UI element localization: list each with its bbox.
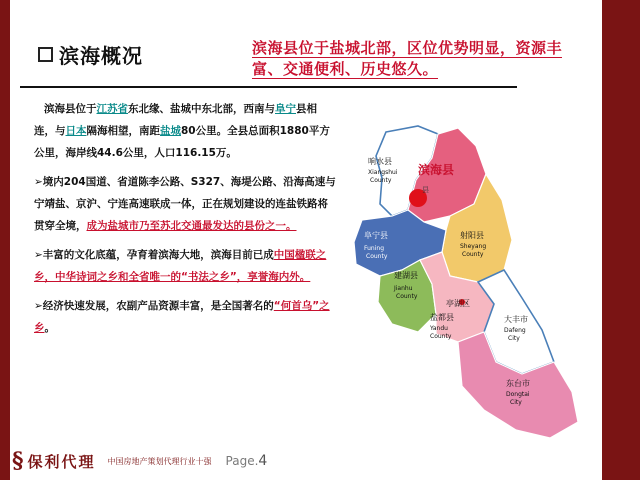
- jianhu-en2: County: [396, 293, 418, 300]
- p1-segment: 东北缘、盐城中东北部，西南与: [128, 103, 275, 115]
- p3-segment: 中国楹联之乡，中华诗词之乡和全省唯一的“书法之乡”，享誉海内外。: [34, 249, 327, 283]
- dafeng-cn: 大丰市: [504, 315, 528, 324]
- p4-segment: 。: [44, 322, 55, 334]
- p4-segment: ➢经济快速发展，农副产品资源丰富，是全国著名的: [34, 300, 274, 312]
- small-county-label: 县: [422, 186, 429, 194]
- p1-segment: 80公里。全县总面积1880平方公里，海岸线44.6公里，人口116.15万。: [34, 125, 330, 159]
- yandu-cn: 盐都县: [430, 313, 454, 322]
- p2-segment: ➢境内204国道、省道陈李公路、S327、海堤公路、沿海高速与宁靖盐、京沪、宁连高速联成一体，正在规划建设的连盐铁路将贯穿全境，: [34, 176, 336, 232]
- funing-en2: County: [366, 253, 388, 260]
- p4-segment: “何首乌”之乡: [34, 300, 330, 334]
- headline-text: 滨海县位于盐城北部，区位优势明显，资源丰富、交通便利、历史悠久。: [252, 39, 563, 78]
- p1-segment: 隔海相望，南距: [86, 125, 160, 137]
- yancheng-map: [346, 118, 616, 460]
- yandu-en1: Yandu: [430, 325, 448, 332]
- headline: [252, 38, 592, 80]
- dongtai-cn: 东台市: [506, 379, 530, 388]
- sheyang-cn: 射阳县: [460, 231, 484, 240]
- p1-segment: 县相连，与: [34, 103, 317, 137]
- page-number: 4: [258, 453, 268, 469]
- title-divider: [20, 86, 517, 88]
- paragraph-location: [34, 98, 336, 164]
- page-title: 滨海概况: [59, 44, 143, 68]
- p2-segment: 成为盐城市乃至苏北交通最发达的县份之一。: [86, 220, 297, 232]
- funing-en1: Funing: [364, 245, 385, 252]
- dafeng-en2: City: [508, 335, 520, 342]
- binhai-label: 滨海县: [418, 163, 455, 177]
- jianhu-en1: Jianhu: [394, 285, 413, 292]
- funing-cn: 阜宁县: [364, 231, 388, 240]
- tinghu-cn: 亭湖区: [446, 299, 470, 308]
- p1-segment: 滨海县位于: [44, 103, 97, 115]
- left-border-bar: [0, 0, 10, 480]
- xiangshui-cn: 响水县: [368, 157, 392, 166]
- p3-segment: ➢丰富的文化底蕴，孕育着滨海大地，滨海目前已成: [34, 249, 274, 261]
- paragraph-transport: [34, 171, 336, 237]
- p1-segment[interactable]: 日本: [65, 125, 87, 137]
- sheyang-en2: County: [462, 251, 484, 258]
- section-title: [38, 40, 143, 69]
- yandu-en2: County: [430, 333, 452, 340]
- sheyang-en1: Sheyang: [460, 243, 487, 250]
- jianhu-cn: 建湖县: [394, 271, 418, 280]
- paragraph-economy: [34, 295, 336, 339]
- paragraph-culture: [34, 244, 336, 288]
- brand-logo-text: 保利代理: [27, 452, 96, 471]
- xiangshui-en2: County: [370, 177, 392, 184]
- poly-logo-icon: §: [12, 448, 24, 474]
- page-label: Page.: [225, 454, 259, 468]
- dafeng-en1: Dafeng: [504, 327, 526, 334]
- dongtai-en2: City: [510, 399, 522, 406]
- body-text: [34, 98, 336, 346]
- p1-segment[interactable]: 江苏省: [96, 103, 128, 115]
- footer: [12, 448, 267, 474]
- p1-segment[interactable]: 阜宁: [275, 103, 296, 115]
- xiangshui-en1: Xiangshui: [368, 169, 398, 176]
- dongtai-en1: Dongtai: [506, 391, 530, 398]
- p1-segment[interactable]: 盐城: [160, 125, 181, 137]
- brand-slogan: 中国房地产策划代理行业十强: [107, 456, 212, 466]
- square-bullet-icon: [38, 47, 53, 62]
